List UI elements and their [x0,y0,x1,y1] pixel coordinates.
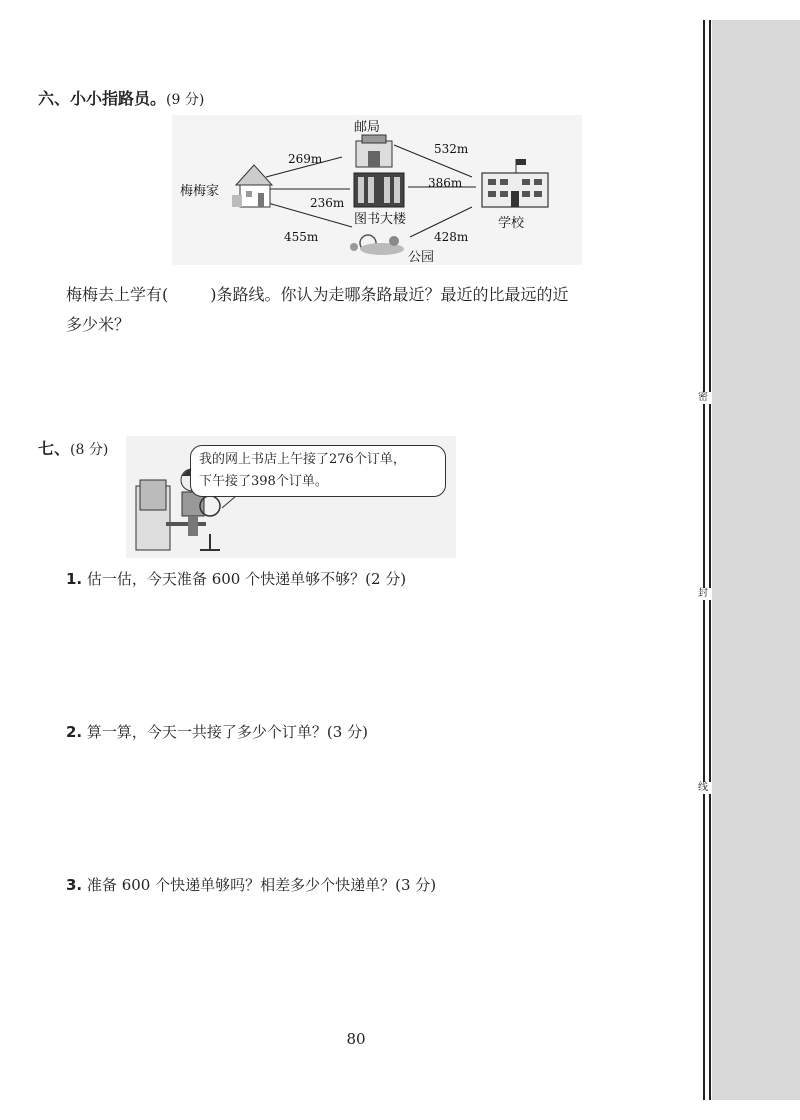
house-icon [232,165,272,207]
question-1-num: 1. [66,570,83,588]
seal-char-mi: 密 [695,392,711,404]
question-3-num: 3. [66,876,83,894]
route-map-svg [172,115,582,265]
binding-line-inner [709,20,711,1100]
dist-park-school: 428m [434,230,469,244]
label-school: 学校 [498,216,525,231]
binding-margin [712,20,800,1100]
section6-title-text: 六、小小指路员。 [38,89,167,108]
question-2 [66,721,368,742]
bubble-line2: 下午接了398个订单。 [199,474,328,489]
question-3-text: 准备 600 个快递单够吗？相差多少个快递单？(3 分) [86,876,437,894]
library-icon [354,173,404,207]
seal-char-feng: 封 [695,588,711,600]
dist-home-library: 236m [310,196,345,210]
label-library: 图书大楼 [354,212,407,227]
section7-title [38,436,108,459]
dist-home-park: 455m [284,230,319,244]
route-map [172,115,582,265]
park-icon [350,235,404,255]
post-office-icon [356,135,392,167]
binding-line-outer [703,20,705,1100]
question-1 [66,568,406,589]
section6-points: (9 分) [166,92,205,108]
dist-home-post: 269m [288,152,323,166]
page-number: 80 [346,1030,366,1048]
dist-post-school: 532m [434,142,469,156]
speech-bubble [190,445,446,497]
question-part2: )条路线。你认为走哪条路最近？最近的比最远的近 [210,285,569,304]
section6-question-line2: 多少米？ [66,315,131,334]
question-part1: 梅梅去上学有( [66,285,169,304]
section6-title [38,86,204,109]
label-post-office: 邮局 [354,120,381,135]
question-2-text: 算一算，今天一共接了多少个订单？(3 分) [86,723,368,741]
dist-library-school: 386m [428,176,463,190]
label-park: 公园 [408,250,435,265]
label-home: 梅梅家 [180,184,220,199]
school-icon [482,159,548,207]
seal-char-xian: 线 [695,782,711,794]
section7-title-text: 七、 [38,439,71,458]
question-2-num: 2. [66,723,83,741]
question-1-text: 估一估，今天准备 600 个快递单够不够？(2 分) [86,570,407,588]
section7-points: (8 分) [70,442,109,458]
section6-question [66,280,706,340]
bubble-line1: 我的网上书店上午接了276个订单， [199,452,406,467]
section6-question-line1 [66,280,706,310]
question-3 [66,874,436,895]
